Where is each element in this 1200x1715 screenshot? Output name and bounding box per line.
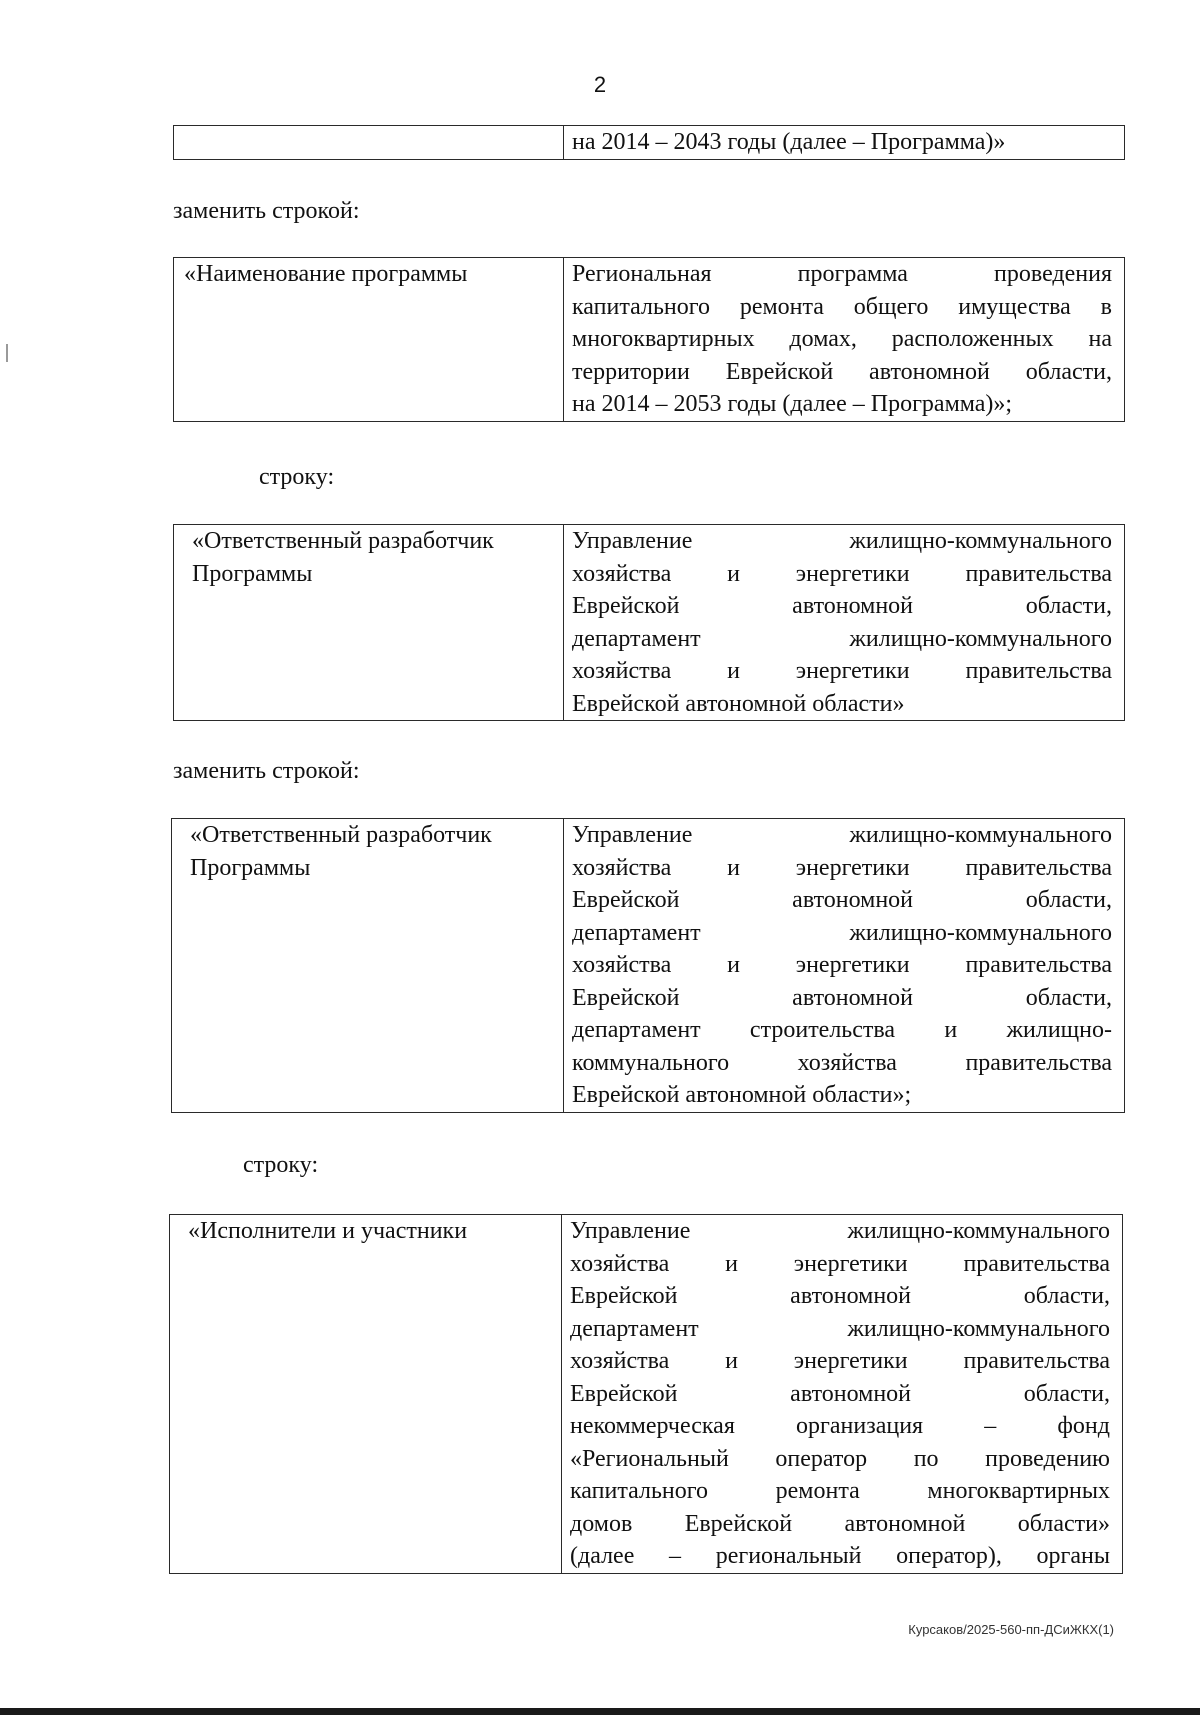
- text-line: домов Еврейской автономной области»: [570, 1510, 1110, 1537]
- instruction-replace: заменить строкой:: [173, 198, 360, 224]
- text-line: хозяйства и энергетики правительства: [572, 854, 1112, 881]
- text-line: Еврейской автономной области,: [572, 887, 1112, 913]
- text-line: Региональная программа проведения: [572, 261, 1112, 287]
- text-line: Еврейской автономной области,: [570, 1283, 1110, 1309]
- text-line: хозяйства и энергетики правительства: [572, 658, 1112, 684]
- text-line: коммунального хозяйства правительства: [572, 1049, 1112, 1076]
- text-line: на 2014 – 2043 годы (далее – Программа)»: [572, 129, 1006, 155]
- instruction-row: строку:: [243, 1152, 319, 1178]
- text-line: Еврейской автономной области,: [570, 1380, 1110, 1407]
- text-line: на 2014 – 2053 годы (далее – Программа)»;: [572, 391, 1013, 417]
- text-line: капитального ремонта общего имущества в: [572, 293, 1112, 320]
- table-row: [174, 126, 1125, 160]
- text-line: Управление жилищно-коммунального: [572, 528, 1112, 554]
- text-line: Еврейской автономной области,: [572, 593, 1112, 619]
- text-line: (далее – региональный оператор), органы: [570, 1543, 1110, 1569]
- table-developer-new: [171, 818, 1125, 1113]
- text-line: капитального ремонта многоквартирных: [570, 1478, 1110, 1504]
- table-cell-label: «Ответственный разработчик Программы: [174, 525, 564, 721]
- table-cell-value: [562, 1215, 1123, 1574]
- table-row: [174, 525, 1125, 721]
- table-cell-value: [564, 819, 1125, 1113]
- scan-artifact: [6, 344, 8, 362]
- table-cell-label: [174, 126, 564, 160]
- table-cell-label: «Наименование программы: [174, 258, 564, 422]
- table-executors: [169, 1214, 1123, 1574]
- text-line: Управление жилищно-коммунального: [570, 1218, 1110, 1244]
- text-line: Еврейской автономной области»: [572, 690, 905, 717]
- scan-edge: [0, 1708, 1200, 1715]
- table-row: [174, 258, 1125, 422]
- text-line: департамент жилищно-коммунального: [570, 1315, 1110, 1342]
- text-line: хозяйства и энергетики правительства: [572, 952, 1112, 978]
- text-line: Управление жилищно-коммунального: [572, 822, 1112, 848]
- text-line: некоммерческая организация – фонд: [570, 1413, 1110, 1439]
- table-previous-title-tail: [173, 125, 1125, 160]
- table-cell-value: [564, 525, 1125, 721]
- table-cell-value: [564, 258, 1125, 422]
- text-line: хозяйства и энергетики правительства: [570, 1250, 1110, 1277]
- text-line: Еврейской автономной области»;: [572, 1082, 912, 1108]
- text-line: департамент жилищно-коммунального: [572, 625, 1112, 652]
- instruction-row: строку:: [259, 464, 335, 490]
- table-cell-label: «Ответственный разработчик Программы: [172, 819, 564, 1113]
- text-line: департамент жилищно-коммунального: [572, 919, 1112, 946]
- table-row: [170, 1215, 1123, 1574]
- table-row: [172, 819, 1125, 1113]
- table-developer-old: [173, 524, 1125, 721]
- instruction-replace: заменить строкой:: [173, 758, 360, 784]
- page-number: 2: [593, 72, 607, 97]
- table-cell-label: «Исполнители и участники: [170, 1215, 562, 1574]
- text-line: хозяйства и энергетики правительства: [572, 560, 1112, 587]
- text-line: департамент строительства и жилищно-: [572, 1017, 1112, 1043]
- text-line: многоквартирных домах, расположенных на: [572, 326, 1112, 352]
- text-line: хозяйства и энергетики правительства: [570, 1348, 1110, 1374]
- text-line: «Региональный оператор по проведению: [570, 1445, 1110, 1472]
- text-line: Еврейской автономной области,: [572, 984, 1112, 1011]
- table-cell-value: [564, 126, 1125, 160]
- document-code: Курсаков/2025-560-пп-ДСиЖКХ(1): [908, 1622, 1114, 1637]
- table-program-name: [173, 257, 1125, 422]
- text-line: территории Еврейской автономной области,: [572, 358, 1112, 385]
